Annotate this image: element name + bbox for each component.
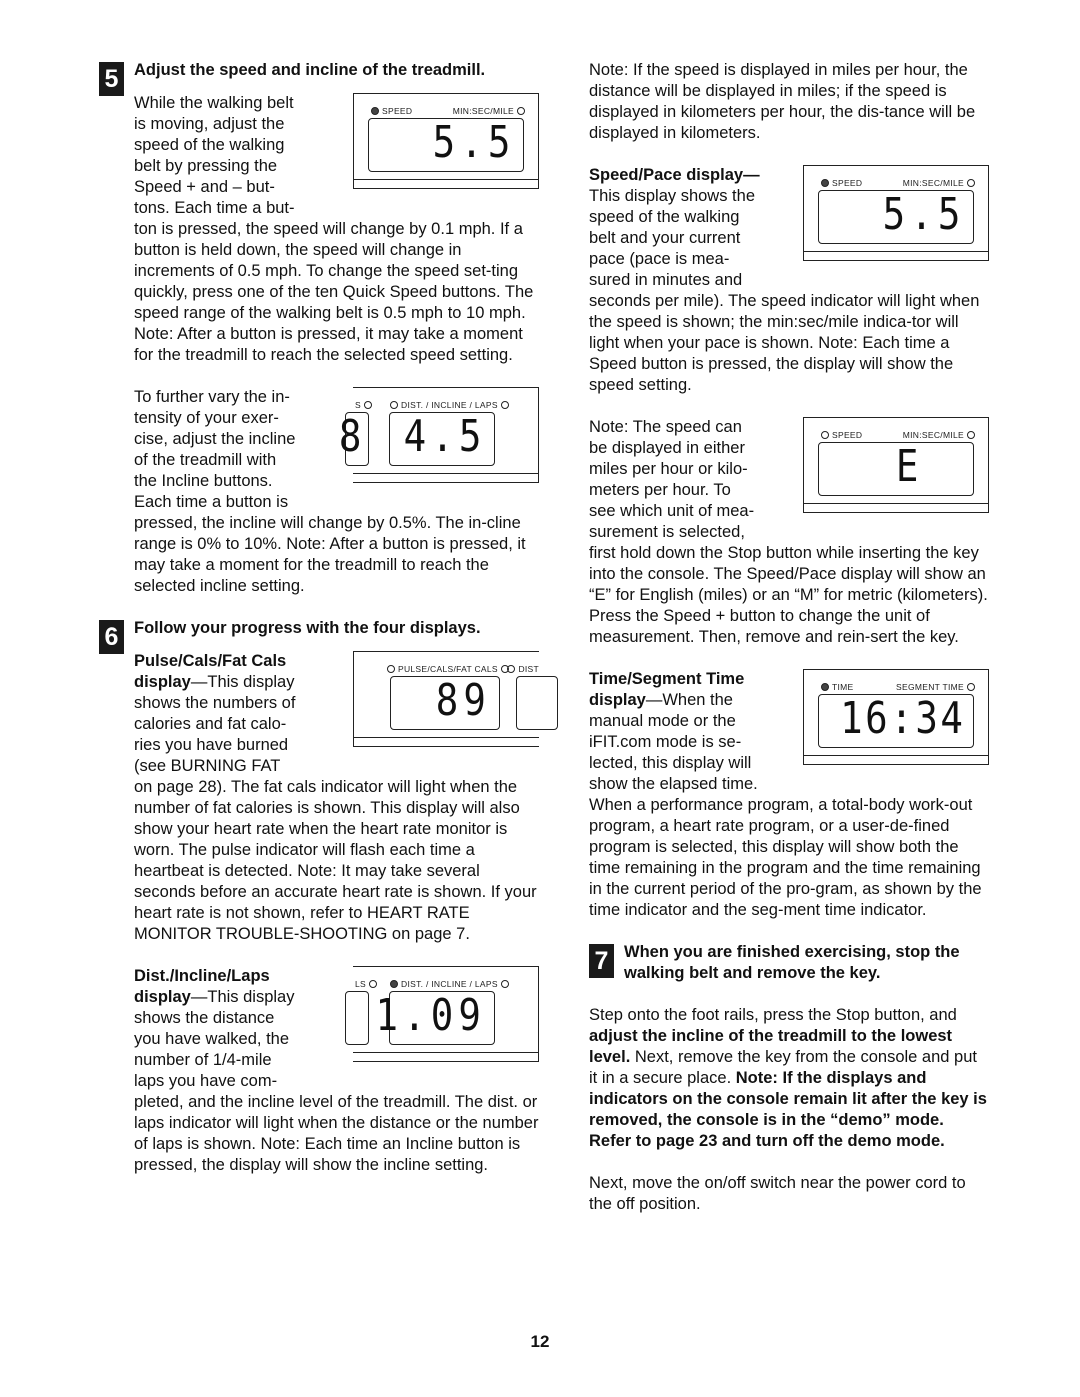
units-paragraph: first hold down the Stop button while inserting the key into the console. The Speed/Pace display will show an “E” for English (miles) or an “M” for metric (kilometers). Press the Speed + button to change the unit of measurement. Then, remove and rein-sert the key. <box>589 544 988 646</box>
speed-pace-paragraph: seconds per mile). The speed indicator will light when the speed is shown; the min:sec/mile indica-tor will light when your pace is shown. Note: Each time a Speed button is pressed, the display will show the speed setting. <box>589 292 980 394</box>
speed-pace-readout: 5.5 <box>882 189 965 240</box>
pace-light-icon-2 <box>967 179 975 187</box>
speed-readout-window <box>368 118 524 172</box>
dist-indicator: DIST. / INCLINE / LAPS <box>387 974 512 995</box>
pace-light-icon <box>517 107 525 115</box>
speed-pace-intro-lines: This display shows the speed of the walking belt and your current pace (pace is mea- sured in minutes and <box>589 187 755 289</box>
segment-time-light-icon <box>967 683 975 691</box>
adjacent-readout: 8 <box>338 411 366 462</box>
pulse-readout: 89 <box>435 675 491 726</box>
pulse-display-figure <box>353 651 539 747</box>
time-indicator: TIME <box>818 677 854 698</box>
laps-light-icon-2 <box>369 980 377 988</box>
time-intro-lines: display—When the manual mode or the iFIT.com mode is se- lected, this display will show the elapsed time. <box>589 691 758 793</box>
incline-intro-lines: To further vary the in- tensity of your exer- cise, adjust the incline of the treadmill with the Incline buttons. Each time a button is <box>134 388 296 511</box>
step-5-heading <box>99 60 539 93</box>
step-7-paragraph: Step onto the foot rails, press the Stop button, and adjust the incline of the treadmill to the lowest level. Next, remove the key from the console and put it in a secure place. Note: If the displays and indicators on the console remain lit after the key is removed, the console is in the “demo” mode. Refer to page 23 and turn off the demo mode. <box>589 1006 987 1150</box>
right-column <box>589 60 989 1215</box>
speed-display-figure <box>353 93 539 189</box>
step-number-7: 7 <box>589 944 614 978</box>
dist-paragraph: pleted, and the incline level of the treadmill. The dist. or laps indicator will light when the distance or the number of laps is shown. Note: Each time an Incline button is pressed, the display will show the incline setting. <box>134 1093 539 1174</box>
time-display-panel <box>803 669 989 765</box>
incline-indicator: DIST. / INCLINE / LAPS <box>387 395 512 416</box>
step-6-title: Follow your progress with the four displays. <box>134 619 481 637</box>
speed-indicator-2: SPEED <box>818 173 862 194</box>
time-readout-window <box>818 694 974 748</box>
speed-pace-readout-window <box>818 190 974 244</box>
pulse-intro-lines: display—This display shows the numbers of calories and fat calo- ries you have burned (see BURNING FAT <box>134 673 296 775</box>
pulse-display-title: Pulse/Cals/Fat Cals <box>134 652 287 670</box>
laps-light-icon <box>364 401 372 409</box>
pulse-readout-window <box>390 676 500 730</box>
units-intro-lines: Note: The speed can be displayed in either miles per hour or kilo- meters per hour. To see which unit of mea- surement is selected, <box>589 418 755 541</box>
speed-light-icon-2 <box>821 179 829 187</box>
time-readout: 16:34 <box>839 693 965 744</box>
page-number: 12 <box>530 1332 550 1351</box>
step-number-5: 5 <box>99 62 124 96</box>
dist-readout-window <box>375 990 495 1045</box>
time-display-title: Time/Segment Time <box>589 670 745 688</box>
dist-display-title: Dist./Incline/Laps <box>134 967 270 985</box>
dist-partial-light-icon <box>507 665 515 673</box>
step-7-heading <box>589 942 989 984</box>
incline-display-figure <box>338 387 539 483</box>
speed-light-icon <box>371 107 379 115</box>
pace-indicator-3: MIN:SEC/MILE <box>903 425 978 446</box>
incline-readout-window <box>389 412 495 466</box>
step-number-6: 6 <box>99 620 124 654</box>
incline-display-panel <box>338 387 539 483</box>
time-section <box>589 669 989 921</box>
speed-paragraph: ton is pressed, the speed will change by 0.1 mph. If a button is held down, the speed will change in increments of 0.5 mph. To change the speed set-ting quickly, press one of the ten Quick Speed buttons. The speed range of the walking belt is 0.5 mph to 10 mph. Note: After a button is pressed, it may take a moment for the treadmill to reach the selected speed setting. <box>134 220 534 364</box>
units-note: Note: If the speed is displayed in miles per hour, the distance will be displayed in miles; if the speed is displayed in kilometers per hour, the dis-tance will be displayed in kilometers. <box>589 61 976 142</box>
units-display-panel <box>803 417 989 513</box>
dist-readout: 1.09 <box>375 990 486 1041</box>
pulse-display-panel <box>353 651 539 747</box>
units-readout: E <box>895 441 923 492</box>
step-7-title: When you are finished exercising, stop the walking belt and remove the key. <box>624 943 960 982</box>
speed-pace-display-panel <box>803 165 989 261</box>
speed-pace-display-figure <box>803 165 989 261</box>
dist-indicator-partial: DIST <box>504 659 539 680</box>
time-light-icon <box>821 683 829 691</box>
power-switch-paragraph: Next, move the on/off switch near the power cord to the off position. <box>589 1174 966 1213</box>
pulse-paragraph: on page 28). The fat cals indicator will light when the number of fat calories is shown. This display will also show your heart rate when the heart rate monitor is worn. The pulse indicator will flash each time a heartbeat is detected. Note: It may take several seconds before an accurate heart rate is shown. If your heart rate is not shown, refer to HEART RATE MONITOR TROUBLE-SHOOTING on page 7. <box>134 778 537 943</box>
dist-intro-lines: display—This display shows the distance you have walked, the number of 1/4-mile laps you have com- <box>134 988 295 1090</box>
speed-display-panel <box>353 93 539 189</box>
incline-readout: 4.5 <box>403 411 486 462</box>
dist-lit-icon <box>390 980 398 988</box>
speed-readout: 5.5 <box>432 117 515 168</box>
incline-light-icon-2 <box>501 980 509 988</box>
time-display-figure <box>803 669 989 765</box>
speed-indicator-3: SPEED <box>818 425 862 446</box>
incline-light-icon <box>390 401 398 409</box>
speed-indicator: SPEED <box>368 101 412 122</box>
pace-indicator-2: MIN:SEC/MILE <box>903 173 978 194</box>
pulse-light-icon <box>387 665 395 673</box>
speed-light-icon-3 <box>821 431 829 439</box>
segment-time-indicator: SEGMENT TIME <box>896 677 978 698</box>
dist-light-icon <box>501 401 509 409</box>
dist-display-panel <box>353 966 539 1062</box>
laps-indicator-partial: S <box>355 395 375 416</box>
speed-pace-section <box>589 165 989 396</box>
pace-light-icon-3 <box>967 431 975 439</box>
laps-indicator-partial-2: LS <box>355 974 380 995</box>
speed-section <box>99 93 539 366</box>
pulse-indicator: PULSE/CALS/FAT CALS <box>384 659 512 680</box>
adjacent-window-partial <box>516 676 558 730</box>
dist-section <box>99 966 539 1176</box>
units-section <box>589 417 989 648</box>
speed-intro-lines: While the walking belt is moving, adjust the speed of the walking belt by pressing the Speed + and – but- tons. Each time a but- <box>134 94 295 217</box>
units-readout-window <box>818 442 974 496</box>
incline-section <box>99 387 539 597</box>
adjacent-readout-window <box>338 411 369 466</box>
step-5-title: Adjust the speed and incline of the treadmill. <box>134 61 486 79</box>
adjacent-readout-window-2 <box>345 991 369 1045</box>
units-display-figure <box>803 417 989 513</box>
step-6-heading <box>99 618 539 651</box>
pulse-section <box>99 651 539 945</box>
pace-indicator: MIN:SEC/MILE <box>453 101 528 122</box>
speed-pace-title: Speed/Pace display— <box>589 166 760 184</box>
left-column <box>99 60 539 1176</box>
time-paragraph: When a performance program, a total-body work-out program, a heart rate program, or a user-de-fined program is selected, this display will show both the time remaining in the program and the time remaining in the current period of the pro-gram, as shown by the time indicator and the seg-ment time indicator. <box>589 796 982 919</box>
dist-display-figure <box>353 966 539 1062</box>
incline-paragraph: pressed, the incline will change by 0.5%. The in-cline range is 0% to 10%. Note: After a button is pressed, it may take a moment for the treadmill to reach the selected incline setting. <box>134 514 526 595</box>
